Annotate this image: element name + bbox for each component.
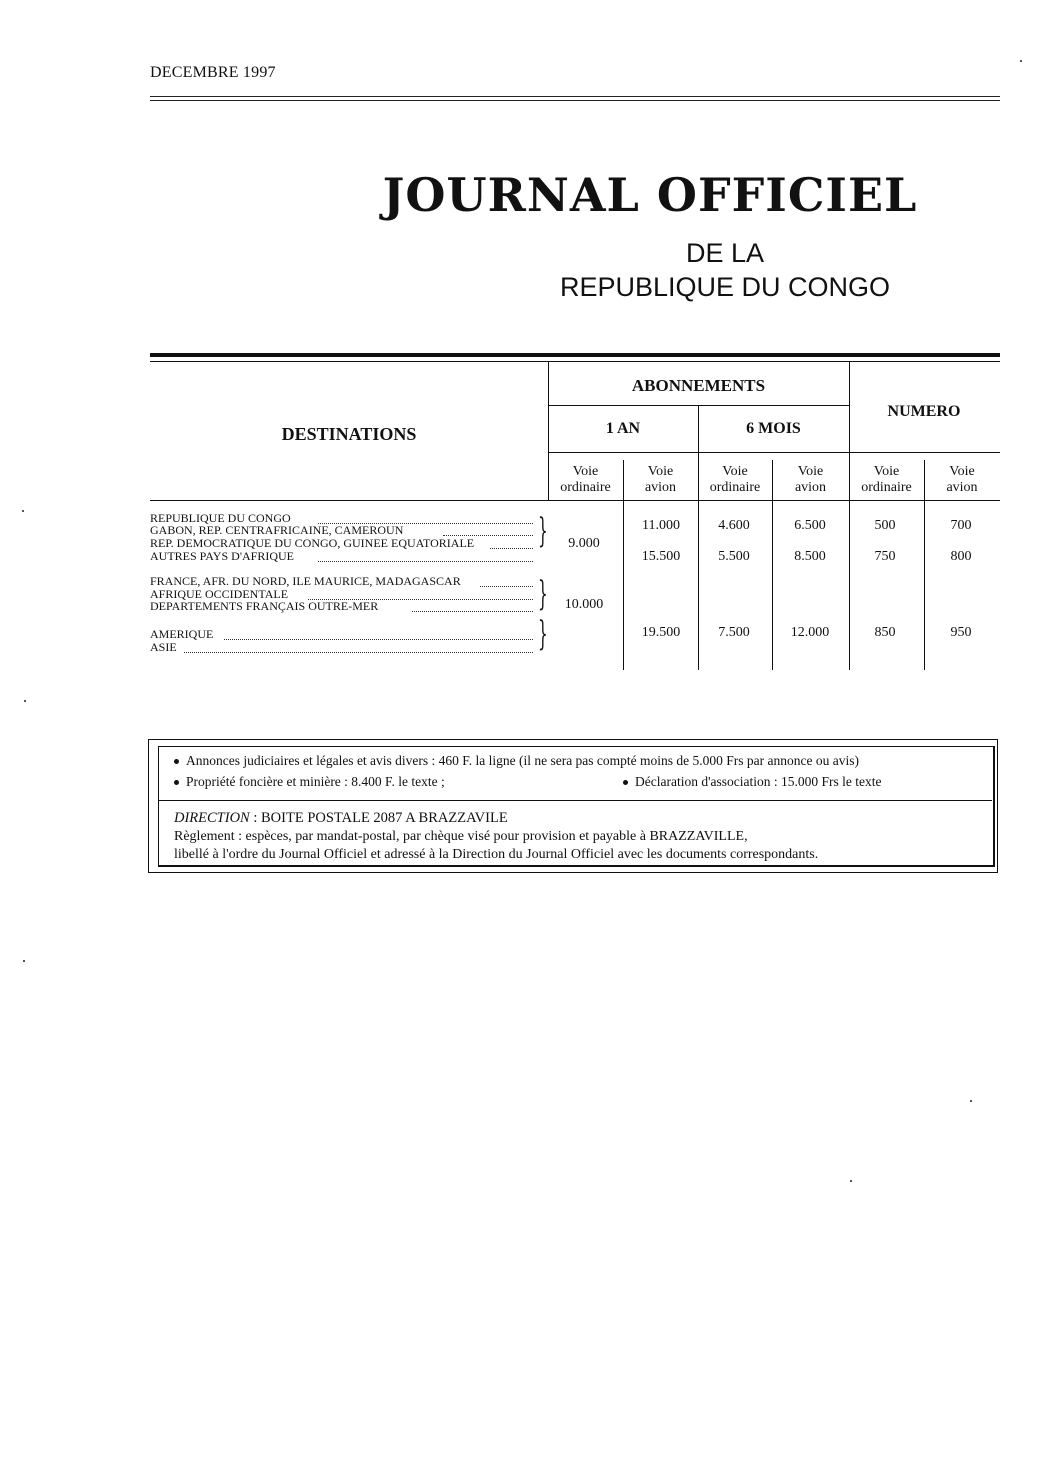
avion-label: avion xyxy=(946,480,978,495)
destination-row: DEPARTEMENTS FRANÇAIS OUTRE-MER xyxy=(150,599,379,613)
journal-subtitle-line1: DE LA xyxy=(685,238,765,268)
price-cell: 19.500 xyxy=(641,625,681,640)
scan-speck xyxy=(24,700,26,702)
price-cell: 7.500 xyxy=(718,625,750,640)
col-head-an-ordinaire xyxy=(548,464,623,496)
notice-propriete xyxy=(174,774,445,790)
destination-row: GABON, REP. CENTRAFRICAINE, CAMEROUN xyxy=(150,523,404,537)
scan-speck xyxy=(970,1100,972,1102)
leader-dots xyxy=(318,515,533,524)
reglement-line: Règlement : espèces, par mandat-postal, par chèque visé pour provision et payable à BRAZZAVILLE, xyxy=(174,829,748,844)
leader-dots xyxy=(443,527,533,536)
journal-subtitle-line2: REPUBLIQUE DU CONGO xyxy=(559,272,891,302)
col-head-an-avion xyxy=(623,464,698,496)
ordinaire-label: ordinaire xyxy=(709,480,761,495)
table-top-thick-rule xyxy=(150,353,1000,357)
ordinaire-label: ordinaire xyxy=(560,480,611,495)
scan-speck xyxy=(22,510,24,512)
destination-row: AUTRES PAYS D'AFRIQUE xyxy=(150,549,294,563)
leader-dots xyxy=(490,540,533,549)
period-1an-header: 1 AN xyxy=(605,420,641,437)
notice-propriete-text: Propriété foncière et minière : 8.400 F. le texte ; xyxy=(186,774,445,789)
price-cell: 10.000 xyxy=(564,597,604,612)
journal-title: JOURNAL OFFICIEL xyxy=(382,168,918,222)
header-rule xyxy=(150,100,1000,101)
notice-declaration-text: Déclaration d'association : 15.000 Frs le texte xyxy=(635,774,882,789)
price-cell: 4.600 xyxy=(718,518,750,533)
price-cell: 15.500 xyxy=(641,549,681,564)
scan-speck xyxy=(23,960,25,962)
price-cell: 700 xyxy=(950,518,972,533)
leader-dots xyxy=(318,553,533,562)
price-cell: 6.500 xyxy=(794,518,826,533)
destination-row: AFRIQUE OCCIDENTALE xyxy=(150,587,289,601)
leader-dots xyxy=(412,603,533,612)
notice-box-divider xyxy=(158,800,992,801)
notice-declaration xyxy=(623,774,882,790)
price-cell: 750 xyxy=(874,549,896,564)
col-head-num-ordinaire xyxy=(849,464,924,496)
price-cell: 800 xyxy=(950,549,972,564)
numero-header: NUMERO xyxy=(887,403,961,420)
bullet-icon xyxy=(174,759,179,764)
scan-speck xyxy=(1020,60,1022,62)
group-brace: } xyxy=(538,614,548,654)
price-cell: 11.000 xyxy=(642,518,680,533)
voie-label: Voie xyxy=(647,464,674,479)
destination-row: AMERIQUE xyxy=(150,627,214,641)
direction-label: DIRECTION xyxy=(174,810,250,826)
table-divider xyxy=(548,405,849,406)
col-head-6mois-avion xyxy=(772,464,849,496)
direction-value: : BOITE POSTALE 2087 A BRAZZAVILE xyxy=(249,810,508,826)
bullet-icon xyxy=(174,780,179,785)
avion-label: avion xyxy=(644,480,677,495)
abonnements-header: ABONNEMENTS xyxy=(631,376,766,395)
destination-row: REPUBLIQUE DU CONGO xyxy=(150,511,291,525)
leader-dots xyxy=(224,631,533,640)
avion-label: avion xyxy=(794,480,827,495)
table-divider xyxy=(548,452,1000,453)
price-cell: 8.500 xyxy=(794,549,826,564)
price-cell: 950 xyxy=(950,625,972,640)
voie-label: Voie xyxy=(949,464,975,479)
leader-dots xyxy=(308,591,533,600)
leader-dots xyxy=(480,578,533,587)
voie-label: Voie xyxy=(797,464,824,479)
period-6mois-header: 6 MOIS xyxy=(746,420,801,437)
destination-row: REP. DEMOCRATIQUE DU CONGO, GUINEE EQUATORIALE xyxy=(150,536,475,550)
bullet-icon xyxy=(623,780,628,785)
destinations-header: DESTINATIONS xyxy=(281,424,417,444)
voie-label: Voie xyxy=(873,464,900,479)
libelle-line: libellé à l'ordre du Journal Officiel et adressé à la Direction du Journal Officiel avec les documents correspondants. xyxy=(174,847,819,862)
group-brace: } xyxy=(538,574,548,614)
group-brace: } xyxy=(538,511,548,551)
table-divider xyxy=(150,500,1000,501)
col-head-6mois-ordinaire xyxy=(698,464,772,496)
col-head-num-avion xyxy=(924,464,1000,496)
table-top-thin-rule xyxy=(150,361,1000,362)
price-cell: 850 xyxy=(874,625,896,640)
destination-row: ASIE xyxy=(150,640,177,654)
scan-speck xyxy=(850,1180,852,1182)
header-rule xyxy=(150,96,1000,97)
price-cell: 12.000 xyxy=(790,625,830,640)
voie-label: Voie xyxy=(572,464,599,479)
issue-date: DECEMBRE 1997 xyxy=(150,64,276,81)
destination-row: FRANCE, AFR. DU NORD, ILE MAURICE, MADAGASCAR xyxy=(150,574,461,588)
leader-dots xyxy=(184,644,533,653)
direction-line xyxy=(174,810,508,827)
voie-label: Voie xyxy=(722,464,748,479)
notice-annonces xyxy=(174,753,859,769)
price-cell: 500 xyxy=(874,518,896,533)
price-cell: 5.500 xyxy=(718,549,750,564)
ordinaire-label: ordinaire xyxy=(861,480,912,495)
price-cell: 9.000 xyxy=(568,536,600,551)
notice-annonces-text: Annonces judiciaires et légales et avis divers : 460 F. la ligne (il ne sera pas compté moins de 5.000 Frs par annonce ou avis) xyxy=(186,753,859,768)
